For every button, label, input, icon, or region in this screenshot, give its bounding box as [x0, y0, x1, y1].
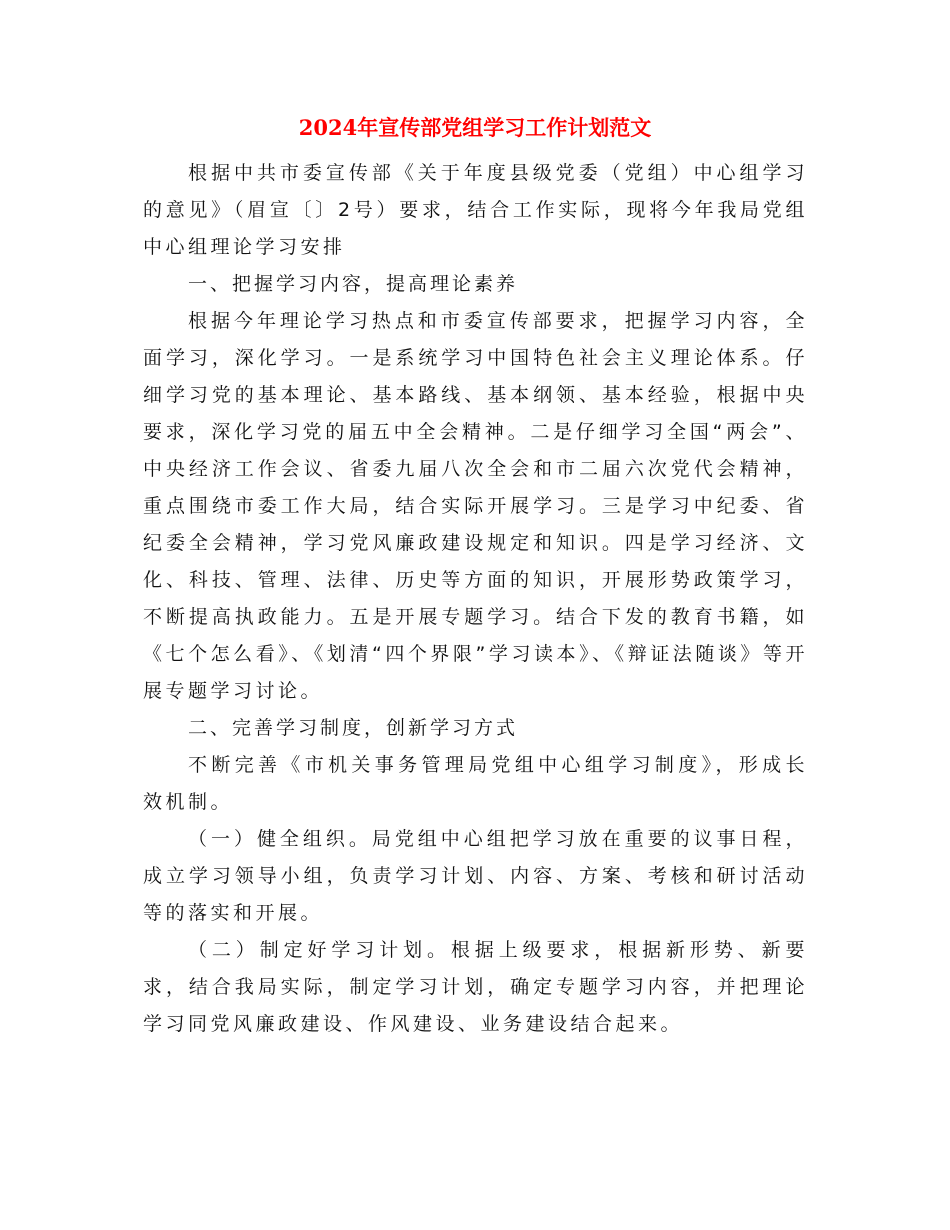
subsection-2-paragraph: （二）制定好学习计划。根据上级要求，根据新形势、新要求，结合我局实际，制定学习计划，确定专题学习内容，并把理论学习同党风廉政建设、作风建设、业务建设结合起来。: [143, 939, 808, 1035]
subsection-1-paragraph: （一）健全组织。局党组中心组把学习放在重要的议事日程，成立学习领导小组，负责学习计划、内容、方案、考核和研讨活动等的落实和开展。: [143, 828, 808, 924]
section-2-paragraph: 不断完善《市机关事务管理局党组中心组学习制度》，形成长效机制。: [143, 754, 808, 813]
section-heading-2: 二、完善学习制度，创新学习方式: [188, 717, 519, 739]
section-1-paragraph: 根据今年理论学习热点和市委宣传部要求，把握学习内容，全面学习，深化学习。一是系统学习中国特色社会主义理论体系。仔细学习党的基本理论、基本路线、基本纲领、基本经验，根据中央要求，深化学习党的届五中全会精神。二是仔细学习全国“两会”、中央经济工作会议、省委九届八次全会和市二届六次党代会精神，重点围绕市委工作大局，结合实际开展学习。三是学习中纪委、省纪委全会精神，学习党风廉政建设规定和知识。四是学习经济、文化、科技、管理、法律、历史等方面的知识，开展形势政策学习，不断提高执政能力。五是开展专题学习。结合下发的教育书籍，如《七个怎么看》、《划清“四个界限”学习读本》、《辩证法随谈》等开展专题学习讨论。: [143, 310, 808, 702]
intro-paragraph: 根据中共市委宣传部《关于年度县级党委（党组）中心组学习的意见》（眉宣〔〕2号）要求，结合工作实际，现将今年我局党组中心组理论学习安排: [143, 162, 808, 258]
document-body: [143, 155, 808, 1043]
document-title: 2024年宣传部党组学习工作计划范文: [298, 115, 652, 140]
section-heading-1: 一、把握学习内容，提高理论素养: [188, 273, 519, 295]
